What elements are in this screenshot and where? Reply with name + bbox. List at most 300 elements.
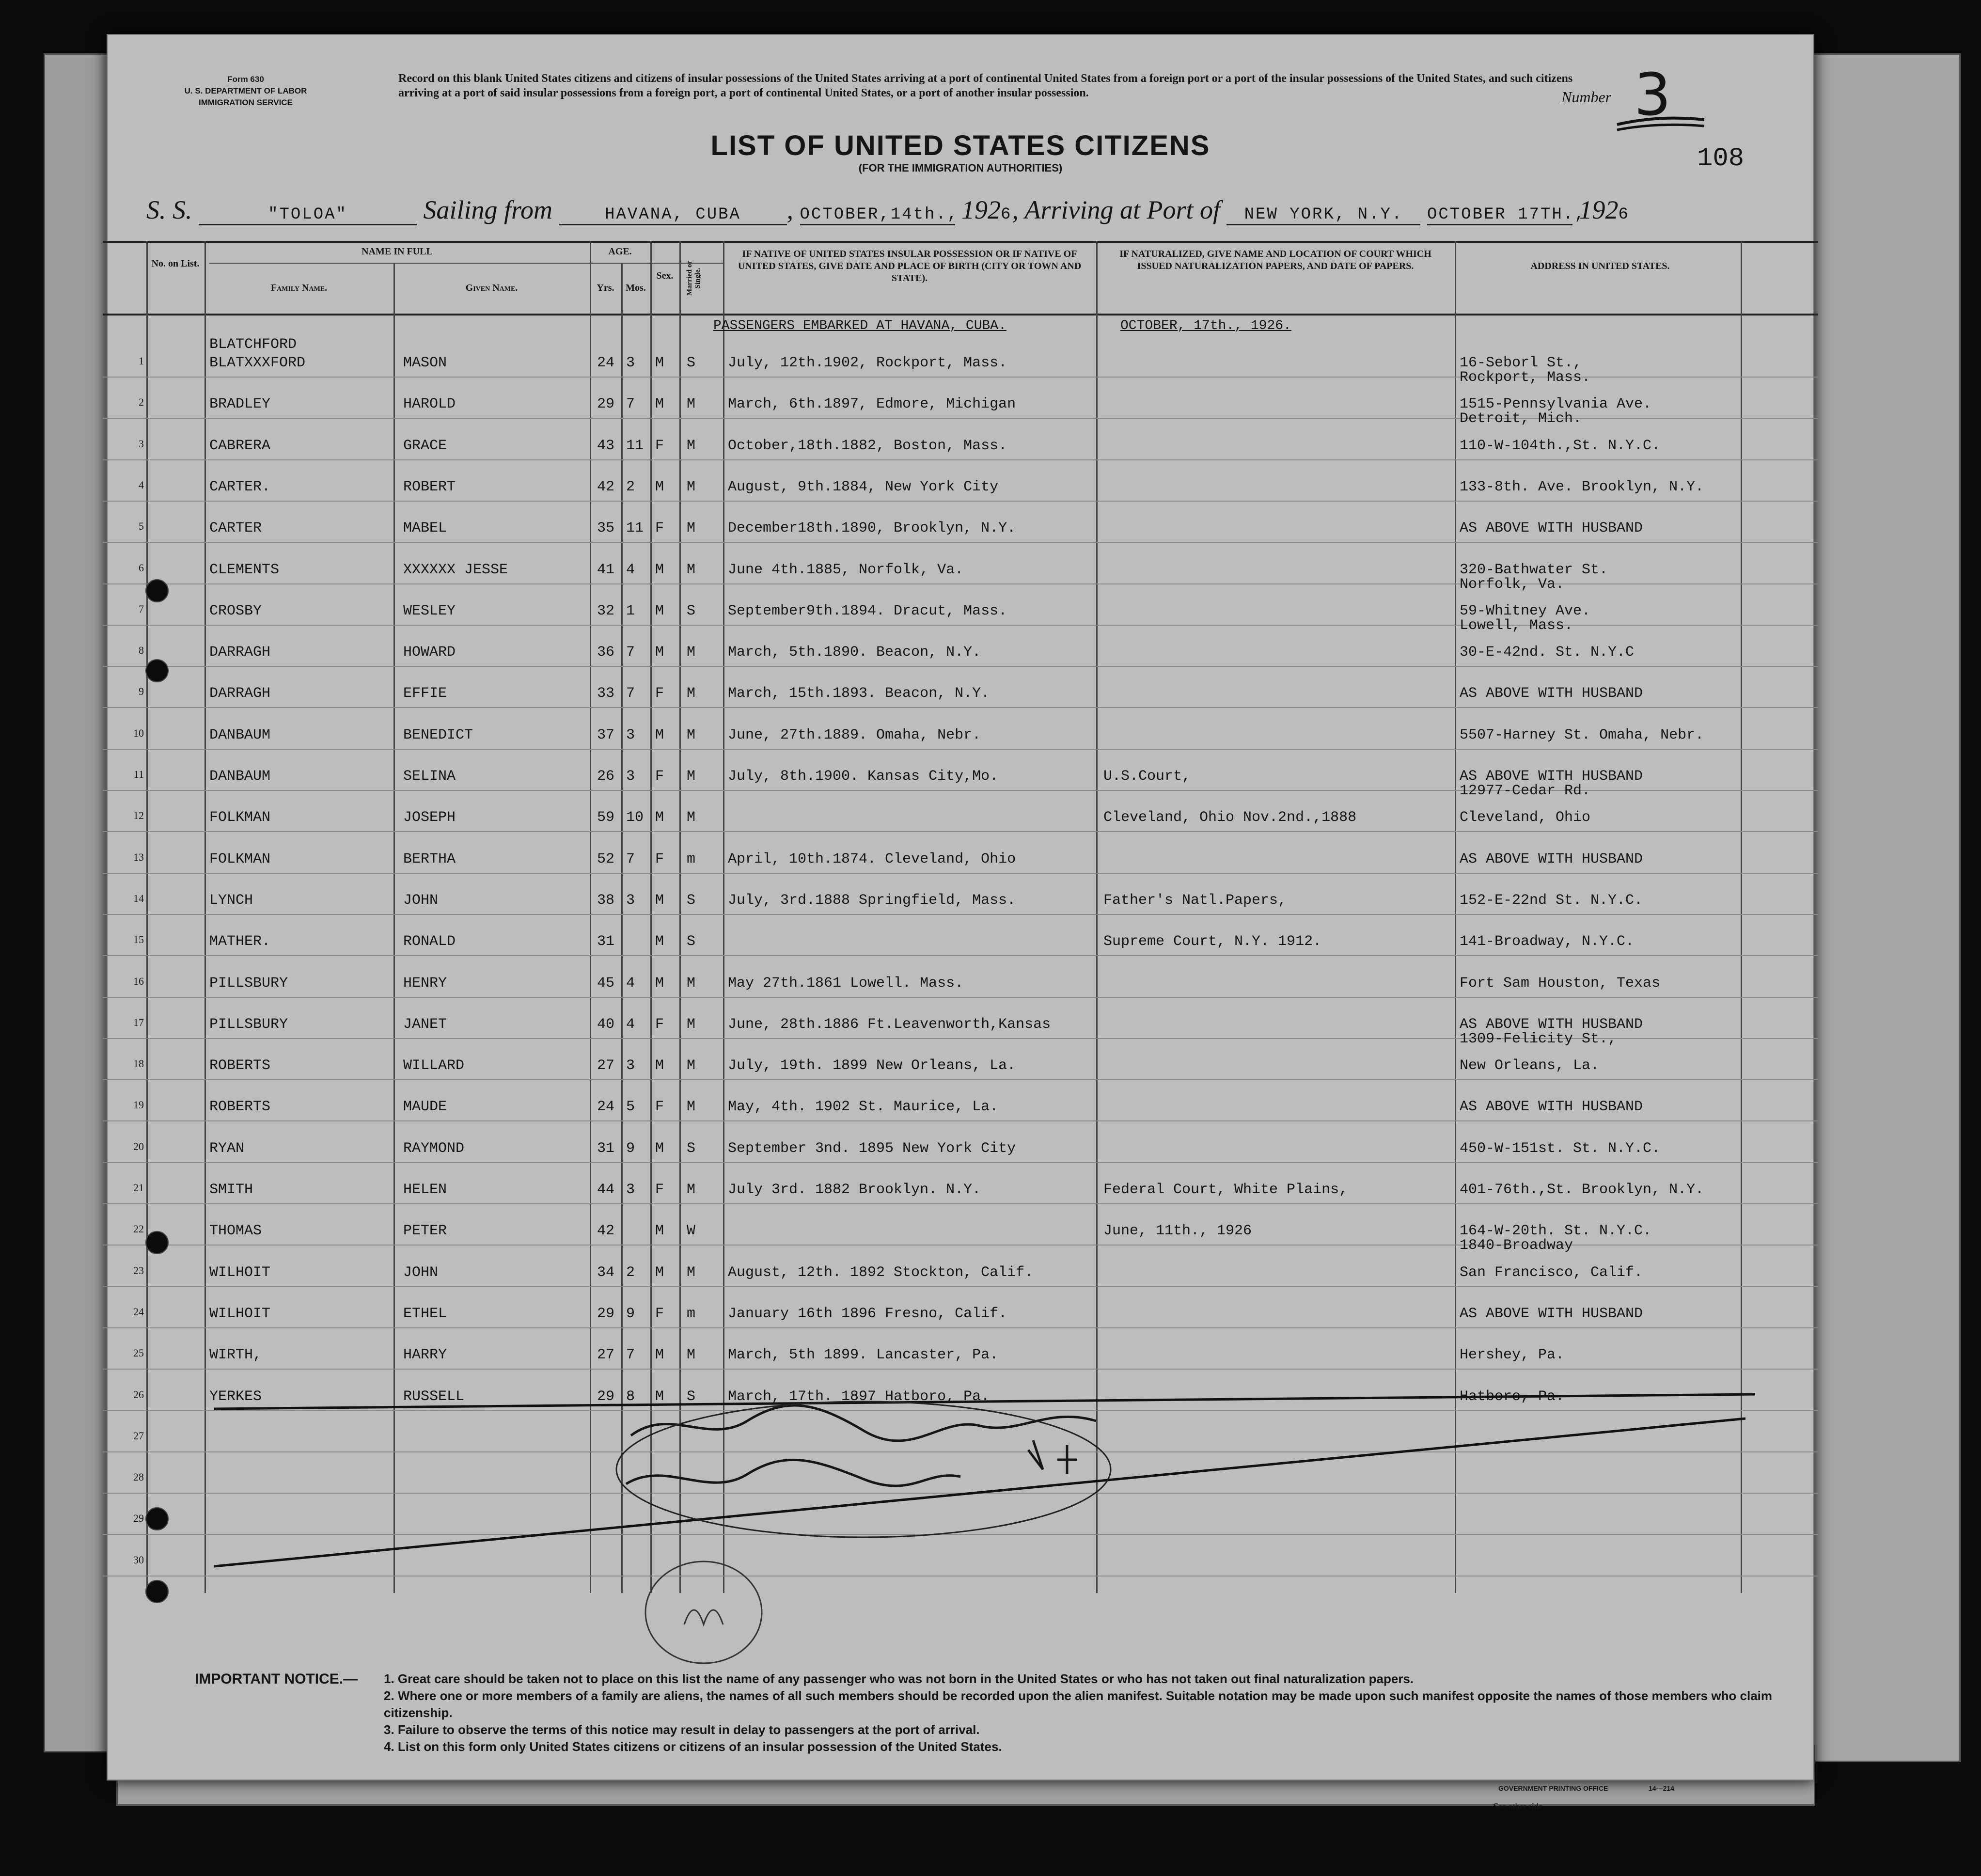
family-cell: CROSBY	[209, 602, 262, 619]
birth-cell: December18th.1890, Brooklyn, N.Y.	[728, 520, 1016, 537]
yrs-cell: 37	[597, 726, 615, 743]
mos-cell: 11	[626, 437, 644, 454]
birth-cell: July, 3rd.1888 Springfield, Mass.	[728, 892, 1016, 909]
family-cell: DANBAUM	[209, 768, 271, 785]
arrival-year-prefix: 192	[1579, 195, 1619, 224]
manifest-page	[107, 34, 1814, 1811]
addr1-cell: 320-Bathwater St.	[1460, 561, 1608, 578]
embark-date: OCTOBER, 17th., 1926.	[1120, 318, 1291, 333]
birth-cell: May 27th.1861 Lowell. Mass.	[728, 975, 964, 992]
punch-hole	[145, 1507, 169, 1530]
given-cell: XXXXXX JESSE	[403, 561, 508, 578]
row-number: 15	[133, 933, 144, 946]
document-title: LIST OF UNITED STATES CITIZENS	[710, 130, 1211, 161]
yrs-cell: 27	[597, 1057, 615, 1074]
row-number: 12	[133, 809, 144, 822]
ms-cell: M	[687, 726, 696, 743]
embark-note: PASSENGERS EMBARKED AT HAVANA, CUBA.	[713, 318, 1006, 333]
ms-cell: S	[687, 1388, 696, 1405]
punch-hole	[145, 1231, 169, 1254]
row-number: 5	[139, 520, 144, 533]
sex-cell: F	[655, 437, 664, 454]
addr1-cell: AS ABOVE WITH HUSBAND	[1460, 685, 1643, 702]
ms-cell: M	[687, 1347, 696, 1364]
family-cell: THOMAS	[209, 1223, 262, 1240]
given-cell: GRACE	[403, 437, 447, 454]
ms-cell: M	[687, 685, 696, 702]
nat1-cell: U.S.Court,	[1103, 768, 1191, 785]
birth-cell: July, 19th. 1899 New Orleans, La.	[728, 1057, 1016, 1074]
birth-cell: March, 5th 1899. Lancaster, Pa.	[728, 1347, 999, 1364]
family-cell: ROBERTS	[209, 1057, 271, 1074]
family-cell: CABRERA	[209, 437, 271, 454]
given-cell: JOHN	[403, 892, 439, 909]
ms-cell: M	[687, 809, 696, 826]
yrs-cell: 40	[597, 1016, 615, 1033]
header-name-in-full: NAME IN FULL	[362, 246, 433, 257]
family-cell: PILLSBURY	[209, 1016, 288, 1033]
ms-cell: M	[687, 644, 696, 661]
ss-label: S. S.	[146, 195, 192, 224]
sex-cell: M	[655, 478, 664, 495]
addr1-cell: AS ABOVE WITH HUSBAND	[1460, 1099, 1643, 1116]
ms-cell: S	[687, 602, 696, 619]
sex-cell: F	[655, 1305, 664, 1322]
given-cell: RAYMOND	[403, 1140, 465, 1157]
family-cell: FOLKMAN	[209, 809, 271, 826]
row-number: 11	[133, 768, 144, 780]
addr1-cell: Cleveland, Ohio	[1460, 809, 1591, 826]
punch-hole	[145, 659, 169, 682]
mos-cell: 3	[626, 1182, 635, 1198]
birth-cell: June, 27th.1889. Omaha, Nebr.	[728, 726, 981, 743]
row-number: 3	[139, 437, 144, 450]
yrs-cell: 36	[597, 644, 615, 661]
sex-cell: F	[655, 1016, 664, 1033]
header-family-name: Family Name.	[270, 283, 328, 293]
row-number: 28	[133, 1471, 144, 1483]
page-number: 108	[1697, 144, 1745, 173]
yrs-cell: 42	[597, 1223, 615, 1240]
addr1-cell: AS ABOVE WITH HUSBAND	[1460, 1016, 1643, 1033]
given-cell: HELEN	[403, 1182, 447, 1198]
punch-hole	[145, 579, 169, 602]
arrival-year-suffix: 6	[1618, 205, 1630, 224]
paper-stack-back	[1803, 53, 1961, 1762]
family-cell: DARRAGH	[209, 685, 271, 702]
record-instruction: Record on this blank United States citizens and citizens of insular possessions of the United States arriving at a port of continental United States from a foreign port or a port of the insular possessions of the United States, and such citizens arriving at a port of said insular possessions from a foreign port, a port of continental United States, or a port of another insular possession.	[398, 72, 1573, 99]
sex-cell: M	[655, 602, 664, 619]
yrs-cell: 29	[597, 396, 615, 413]
row-number: 26	[133, 1388, 144, 1401]
arrival-date: OCTOBER 17TH.,	[1427, 205, 1572, 225]
yrs-cell: 26	[597, 768, 615, 785]
row-number: 20	[133, 1140, 144, 1152]
given-cell: RUSSELL	[403, 1388, 465, 1405]
nat1-cell: Federal Court, White Plains,	[1103, 1182, 1348, 1198]
sex-cell: M	[655, 933, 664, 950]
header-given-name: Given Name.	[465, 283, 518, 293]
given-cell: MAUDE	[403, 1099, 447, 1116]
given-cell: JANET	[403, 1016, 447, 1033]
voyage-line: S. S. "TOLOA" Sailing from HAVANA, CUBA , OCTOBER,14th., 1926, Arriving at Port of NEW YORK, N.Y. OCTOBER 17TH., 1926	[146, 195, 1630, 224]
notice-item-1: 1. Great care should be taken not to place on this list the name of any passenger who was not born in the United States or who has not taken out final naturalization papers.	[384, 1671, 1414, 1686]
given-cell: JOSEPH	[403, 809, 456, 826]
mos-cell: 3	[626, 892, 635, 909]
row-number: 9	[139, 685, 144, 698]
yrs-cell: 43	[597, 437, 615, 454]
birth-cell: June 4th.1885, Norfolk, Va.	[728, 561, 964, 578]
addr1-cell: 5507-Harney St. Omaha, Nebr.	[1460, 726, 1704, 743]
given-cell: BENEDICT	[403, 726, 473, 743]
family-cell: MATHER.	[209, 933, 271, 950]
sex-cell: M	[655, 1388, 664, 1405]
family-name-correction: BLATCHFORD	[209, 336, 297, 353]
addr1-cell: 141-Broadway, N.Y.C.	[1460, 933, 1635, 950]
row-number: 7	[139, 602, 144, 615]
form-identifier	[137, 74, 355, 109]
row-number: 29	[133, 1512, 144, 1525]
family-cell: CARTER.	[209, 478, 271, 495]
birth-cell: September 3nd. 1895 New York City	[728, 1140, 1016, 1157]
addr1-cell: 401-76th.,St. Brooklyn, N.Y.	[1460, 1182, 1704, 1198]
yrs-cell: 27	[597, 1347, 615, 1364]
sex-cell: F	[655, 851, 664, 867]
header-married-single: Married or Single.	[686, 260, 702, 296]
yrs-cell: 29	[597, 1305, 615, 1322]
row-number: 22	[133, 1223, 144, 1235]
sex-cell: M	[655, 1264, 664, 1281]
birth-cell: October,18th.1882, Boston, Mass.	[728, 437, 1007, 454]
yrs-cell: 31	[597, 1140, 615, 1157]
given-cell: ETHEL	[403, 1305, 447, 1322]
addr1-cell: San Francisco, Calif.	[1460, 1264, 1643, 1281]
nat1-cell: Father's Natl.Papers,	[1103, 892, 1287, 909]
addr1-cell: AS ABOVE WITH HUSBAND	[1460, 520, 1643, 537]
ms-cell: M	[687, 1182, 696, 1198]
mos-cell: 7	[626, 685, 635, 702]
yrs-cell: 32	[597, 602, 615, 619]
yrs-cell: 29	[597, 1388, 615, 1405]
row-number: 24	[133, 1305, 144, 1318]
row-number: 30	[133, 1553, 144, 1566]
addr1-cell: 133-8th. Ave. Brooklyn, N.Y.	[1460, 478, 1704, 495]
yrs-cell: 44	[597, 1182, 615, 1198]
mos-cell: 3	[626, 768, 635, 785]
given-cell: HENRY	[403, 975, 447, 992]
addr1-cell: 110-W-104th.,St. N.Y.C.	[1460, 437, 1661, 454]
birth-cell: March, 6th.1897, Edmore, Michigan	[728, 396, 1016, 413]
row-number: 19	[133, 1099, 144, 1111]
yrs-cell: 24	[597, 1099, 615, 1116]
addr1-cell: 164-W-20th. St. N.Y.C.	[1460, 1223, 1652, 1240]
addr1-cell: 16-Seborl St.,	[1460, 355, 1582, 371]
given-cell: BERTHA	[403, 851, 456, 867]
row-number: 17	[133, 1016, 144, 1028]
family-cell: DANBAUM	[209, 726, 271, 743]
row-number: 25	[133, 1347, 144, 1359]
ms-cell: M	[687, 437, 696, 454]
given-cell: WILLARD	[403, 1057, 465, 1074]
birth-cell: March, 15th.1893. Beacon, N.Y.	[728, 685, 990, 702]
ms-cell: M	[687, 1016, 696, 1033]
given-cell: MASON	[403, 355, 447, 371]
ms-cell: M	[687, 396, 696, 413]
row-number: 1	[139, 355, 144, 367]
birth-cell: August, 9th.1884, New York City	[728, 478, 999, 495]
mos-cell: 4	[626, 561, 635, 578]
departure-year-prefix: 192	[961, 195, 1001, 224]
yrs-cell: 35	[597, 520, 615, 537]
mos-cell: 7	[626, 851, 635, 867]
yrs-cell: 52	[597, 851, 615, 867]
addr1-cell: Fort Sam Houston, Texas	[1460, 975, 1661, 992]
birth-cell: March, 5th.1890. Beacon, N.Y.	[728, 644, 981, 661]
row-number: 4	[139, 478, 144, 491]
family-cell: WIRTH,	[209, 1347, 262, 1364]
header-naturalized: IF NATURALIZED, GIVE NAME AND LOCATION OF COURT WHICH ISSUED NATURALIZATION PAPERS, AND DATE OF PAPERS.	[1119, 249, 1431, 271]
circled-stamp	[641, 1557, 767, 1668]
ms-cell: m	[687, 851, 696, 867]
birth-cell: August, 12th. 1892 Stockton, Calif.	[728, 1264, 1034, 1281]
departure-year-suffix: 6	[1001, 205, 1012, 224]
birth-cell: July, 12th.1902, Rockport, Mass.	[728, 355, 1007, 371]
notice-item-3: 3. Failure to observe the terms of this notice may result in delay to passengers at the port of arrival.	[384, 1722, 980, 1737]
yrs-cell: 59	[597, 809, 615, 826]
header-age: AGE.	[608, 246, 632, 257]
list-number: 3	[1634, 62, 1671, 129]
birth-cell: May, 4th. 1902 St. Maurice, La.	[728, 1099, 999, 1116]
header-years: Yrs.	[597, 283, 614, 293]
addr1-cell: 59-Whitney Ave.	[1460, 602, 1591, 619]
sex-cell: M	[655, 975, 664, 992]
mos-cell: 11	[626, 520, 644, 537]
addr2-cell: Detroit, Mich.	[1460, 410, 1582, 427]
printer-mark: GOVERNMENT PRINTING OFFICE	[1498, 1784, 1608, 1792]
mos-cell: 10	[626, 809, 644, 826]
sex-cell: M	[655, 561, 664, 578]
mos-cell: 9	[626, 1140, 635, 1157]
birth-cell: January 16th 1896 Fresno, Calif.	[728, 1305, 1007, 1322]
family-cell: RYAN	[209, 1140, 245, 1157]
yrs-cell: 33	[597, 685, 615, 702]
yrs-cell: 38	[597, 892, 615, 909]
departure-port: HAVANA, CUBA	[559, 205, 787, 225]
sex-cell: F	[655, 520, 664, 537]
ms-cell: m	[687, 1305, 696, 1322]
form-code: 14—214	[1649, 1784, 1674, 1792]
given-cell: WESLEY	[403, 602, 456, 619]
family-cell: CARTER	[209, 520, 262, 537]
given-cell: RONALD	[403, 933, 456, 950]
addr2-cell: Rockport, Mass.	[1460, 369, 1591, 386]
department: U. S. DEPARTMENT OF LABOR	[184, 86, 307, 95]
mos-cell: 1	[626, 602, 635, 619]
mos-cell: 4	[626, 975, 635, 992]
mos-cell: 3	[626, 1057, 635, 1074]
row-number: 23	[133, 1264, 144, 1277]
departure-date: OCTOBER,14th.,	[800, 205, 955, 225]
sex-cell: M	[655, 644, 664, 661]
mos-cell: 2	[626, 1264, 635, 1281]
mos-cell: 9	[626, 1305, 635, 1322]
row-number: 6	[139, 561, 144, 574]
addr1-cell: AS ABOVE WITH HUSBAND	[1460, 768, 1643, 785]
sailing-label: Sailing from	[423, 195, 553, 224]
sex-cell: M	[655, 892, 664, 909]
mos-cell: 7	[626, 1347, 635, 1364]
yrs-cell: 42	[597, 478, 615, 495]
ms-cell: M	[687, 768, 696, 785]
given-cell: MABEL	[403, 520, 447, 537]
family-cell: SMITH	[209, 1182, 253, 1198]
notice-item-4: 4. List on this form only United States citizens or citizens of an insular possession of the United States.	[384, 1739, 1002, 1754]
row-number: 13	[133, 851, 144, 863]
ms-cell: S	[687, 355, 696, 371]
addr1-cell: 152-E-22nd St. N.Y.C.	[1460, 892, 1643, 909]
header-months: Mos.	[626, 283, 646, 293]
row-number: 21	[133, 1182, 144, 1194]
mos-cell: 5	[626, 1099, 635, 1116]
ms-cell: M	[687, 975, 696, 992]
header-birth: IF NATIVE OF UNITED STATES INSULAR POSSESSION OR IF NATIVE OF UNITED STATES, GIVE DATE AND PLACE OF BIRTH (CITY OR TOWN AND STATE).	[738, 249, 1082, 284]
family-cell: ROBERTS	[209, 1099, 271, 1116]
addr2-cell: Lowell, Mass.	[1460, 617, 1573, 634]
given-cell: SELINA	[403, 768, 456, 785]
header-no: No. on List.	[151, 258, 200, 269]
family-cell: DARRAGH	[209, 644, 271, 661]
addr1-cell: 30-E-42nd. St. N.Y.C	[1460, 644, 1635, 661]
ms-cell: M	[687, 561, 696, 578]
addr1-cell: AS ABOVE WITH HUSBAND	[1460, 851, 1643, 867]
mos-cell: 7	[626, 396, 635, 413]
ms-cell: S	[687, 892, 696, 909]
given-cell: HAROLD	[403, 396, 456, 413]
yrs-cell: 31	[597, 933, 615, 950]
nat1-cell: June, 11th., 1926	[1103, 1223, 1252, 1240]
family-cell: CLEMENTS	[209, 561, 280, 578]
sex-cell: M	[655, 1223, 664, 1240]
sex-cell: F	[655, 1099, 664, 1116]
sex-cell: M	[655, 355, 664, 371]
notice-lead: IMPORTANT NOTICE.—	[195, 1671, 358, 1687]
given-cell: EFFIE	[403, 685, 447, 702]
family-cell: PILLSBURY	[209, 975, 288, 992]
sex-cell: F	[655, 1182, 664, 1198]
row-number: 14	[133, 892, 144, 904]
service: IMMIGRATION SERVICE	[199, 98, 293, 107]
addr1-cell: New Orleans, La.	[1460, 1057, 1600, 1074]
ms-cell: M	[687, 1264, 696, 1281]
addr1-cell: Hershey, Pa.	[1460, 1347, 1565, 1364]
mos-cell: 2	[626, 478, 635, 495]
given-cell: ROBERT	[403, 478, 456, 495]
yrs-cell: 41	[597, 561, 615, 578]
see-other-side: See other side.	[1494, 1801, 1545, 1811]
row-number: 16	[133, 975, 144, 987]
ms-cell: M	[687, 520, 696, 537]
sex-cell: M	[655, 809, 664, 826]
addr1-cell: AS ABOVE WITH HUSBAND	[1460, 1305, 1643, 1322]
given-cell: HOWARD	[403, 644, 456, 661]
family-cell: YERKES	[209, 1388, 262, 1405]
family-cell: FOLKMAN	[209, 851, 271, 867]
arriving-label: Arriving at Port of	[1024, 195, 1220, 224]
nat1-cell: Cleveland, Ohio Nov.2nd.,1888	[1103, 809, 1357, 826]
birth-cell: March, 17th. 1897 Hatboro, Pa.	[728, 1388, 990, 1405]
row-number: 8	[139, 644, 144, 657]
given-cell: PETER	[403, 1223, 447, 1240]
birth-cell: September9th.1894. Dracut, Mass.	[728, 602, 1007, 619]
family-cell: WILHOIT	[209, 1305, 271, 1322]
sex-cell: M	[655, 1347, 664, 1364]
ms-cell: S	[687, 1140, 696, 1157]
row-number: 18	[133, 1057, 144, 1070]
birth-cell: June, 28th.1886 Ft.Leavenworth,Kansas	[728, 1016, 1051, 1033]
form-number: Form 630	[227, 75, 264, 84]
family-cell: LYNCH	[209, 892, 253, 909]
birth-cell: July 3rd. 1882 Brooklyn. N.Y.	[728, 1182, 981, 1198]
ms-cell: M	[687, 1099, 696, 1116]
birth-cell: April, 10th.1874. Cleveland, Ohio	[728, 851, 1016, 867]
punch-hole	[145, 1580, 169, 1603]
ship-name: "TOLOA"	[199, 205, 417, 225]
family-cell: WILHOIT	[209, 1264, 271, 1281]
ms-cell: M	[687, 478, 696, 495]
mos-cell: 3	[626, 726, 635, 743]
yrs-cell: 24	[597, 355, 615, 371]
sex-cell: M	[655, 1057, 664, 1074]
sex-cell: M	[655, 396, 664, 413]
yrs-cell: 34	[597, 1264, 615, 1281]
nat1-cell: Supreme Court, N.Y. 1912.	[1103, 933, 1322, 950]
birth-cell: July, 8th.1900. Kansas City,Mo.	[728, 768, 999, 785]
addr2-cell: Norfolk, Va.	[1460, 576, 1565, 593]
addr1-cell: 1515-Pennsylvania Ave.	[1460, 396, 1652, 413]
given-cell: JOHN	[403, 1264, 439, 1281]
header-address: ADDRESS IN UNITED STATES.	[1530, 261, 1670, 271]
ms-cell: W	[687, 1223, 696, 1240]
inspector-signature	[612, 1387, 1154, 1542]
ms-cell: S	[687, 933, 696, 950]
addr1-cell: 450-W-151st. St. N.Y.C.	[1460, 1140, 1661, 1157]
document-subtitle: (FOR THE IMMIGRATION AUTHORITIES)	[858, 162, 1063, 174]
ms-cell: M	[687, 1057, 696, 1074]
sex-cell: M	[655, 1140, 664, 1157]
family-cell: BRADLEY	[209, 396, 271, 413]
row-number: 2	[139, 396, 144, 409]
sex-cell: F	[655, 685, 664, 702]
row-number: 10	[133, 726, 144, 739]
addr2-cell: 12977-Cedar Rd.	[1460, 783, 1591, 799]
arrival-port: NEW YORK, N.Y.	[1226, 205, 1420, 225]
addr2-cell: 1840-Broadway	[1460, 1237, 1573, 1254]
mos-cell: 8	[626, 1388, 635, 1405]
mos-cell: 3	[626, 355, 635, 371]
family-cell: BLATXXXFORD	[209, 355, 306, 371]
row-number: 27	[133, 1429, 144, 1442]
addr2-cell: 1309-Felicity St.,	[1460, 1030, 1617, 1047]
notice-item-2: 2. Where one or more members of a family are aliens, the names of all such members should be recorded upon the alien manifest. Suitable notation may be made upon such manifest opposite the names of those members who claim citizenship.	[384, 1688, 1773, 1720]
mos-cell: 7	[626, 644, 635, 661]
sex-cell: M	[655, 726, 664, 743]
number-underline	[1615, 112, 1707, 132]
header-sex: Sex.	[656, 270, 674, 281]
number-label: Number	[1561, 88, 1612, 106]
given-cell: HARRY	[403, 1347, 447, 1364]
mos-cell: 4	[626, 1016, 635, 1033]
yrs-cell: 45	[597, 975, 615, 992]
